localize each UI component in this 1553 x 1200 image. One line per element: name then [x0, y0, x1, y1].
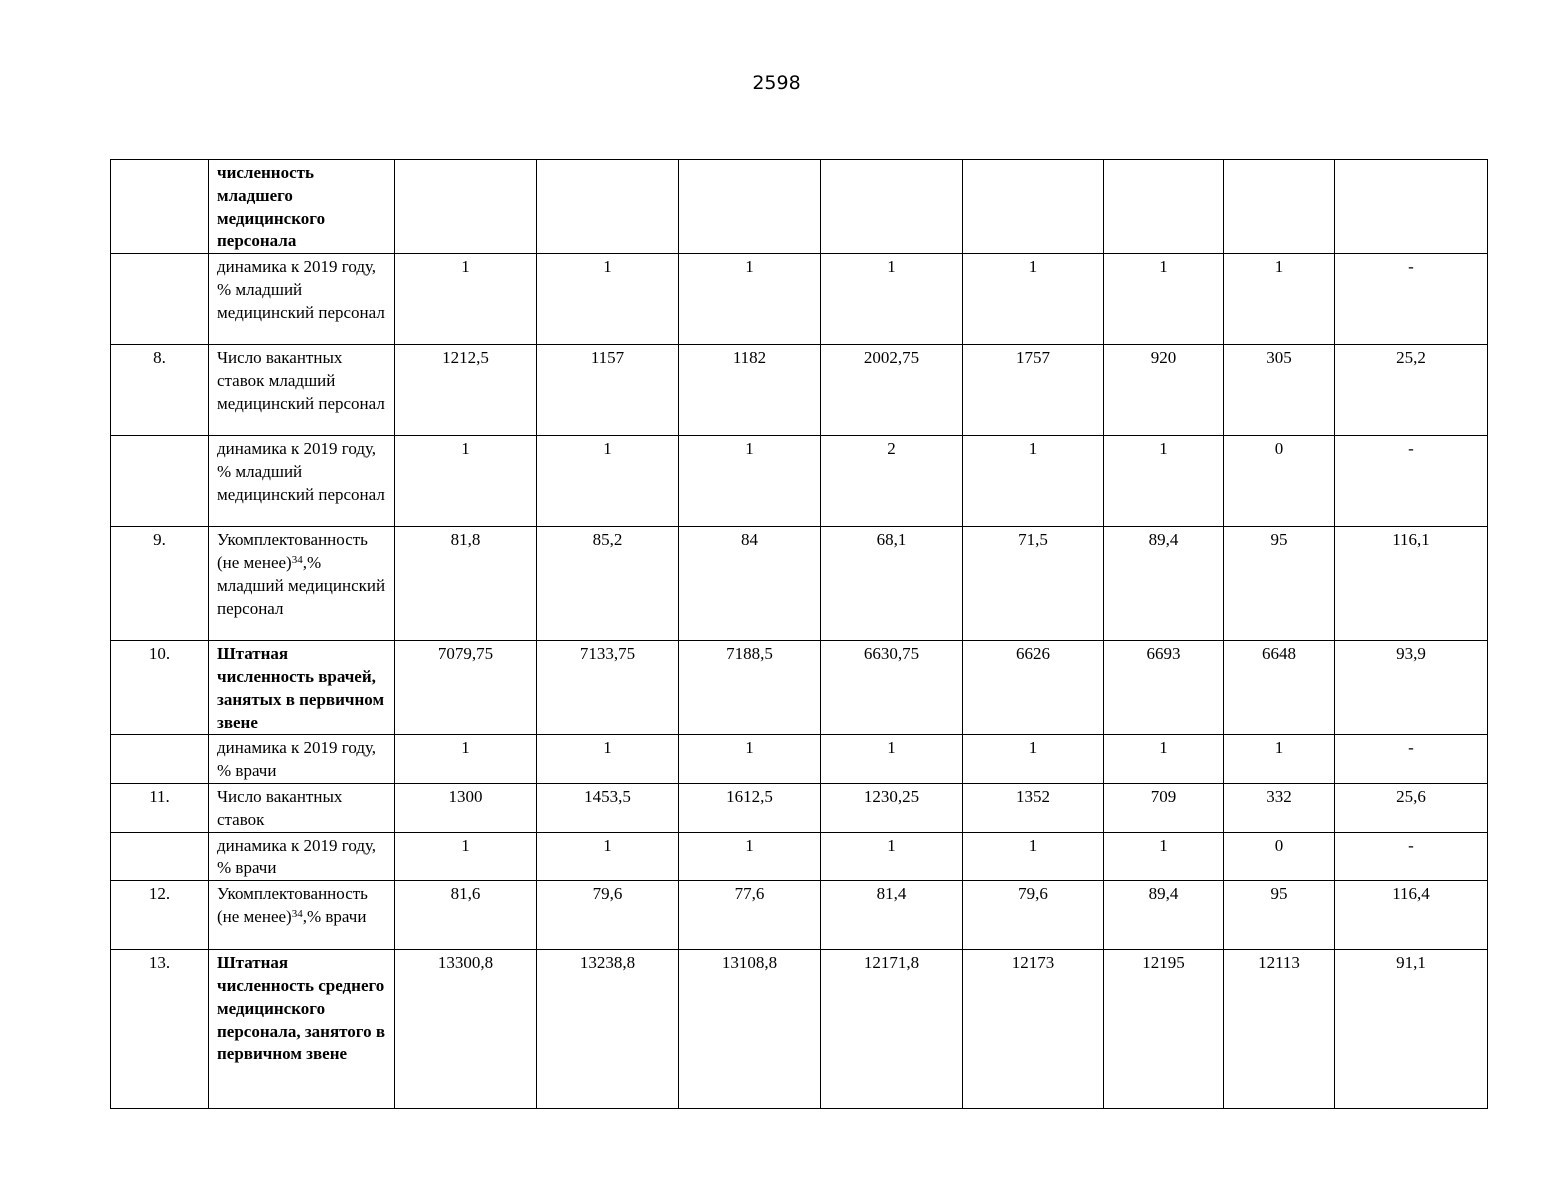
cell-value: 0: [1224, 832, 1335, 881]
row-label: Число вакантных ставок младший медицинский персонал: [209, 345, 395, 436]
cell-value: 79,6: [963, 881, 1104, 950]
cell-value: 13300,8: [395, 950, 537, 1109]
cell-value: 1: [963, 832, 1104, 881]
cell-value: -: [1335, 735, 1488, 784]
page-number: 2598: [752, 72, 801, 94]
row-number: [111, 436, 209, 527]
cell-value: [1224, 160, 1335, 254]
label-text: ,% младший медицинский персонал: [217, 552, 386, 618]
cell-value: 1: [1104, 832, 1224, 881]
cell-value: 305: [1224, 345, 1335, 436]
row-number: [111, 254, 209, 345]
cell-value: 920: [1104, 345, 1224, 436]
cell-value: 95: [1224, 881, 1335, 950]
cell-value: 1: [679, 254, 821, 345]
row-number: 9.: [111, 527, 209, 641]
row-number: 12.: [111, 881, 209, 950]
row-number: 11.: [111, 783, 209, 832]
row-number: 8.: [111, 345, 209, 436]
cell-value: 332: [1224, 783, 1335, 832]
cell-value: 12173: [963, 950, 1104, 1109]
row-label: численность младшего медицинского персонала: [209, 160, 395, 254]
cell-value: [395, 160, 537, 254]
cell-value: 6626: [963, 641, 1104, 735]
cell-value: 1: [395, 254, 537, 345]
row-label: динамика к 2019 году, % врачи: [209, 735, 395, 784]
cell-value: 1: [679, 832, 821, 881]
cell-value: 1: [963, 436, 1104, 527]
cell-value: 6630,75: [821, 641, 963, 735]
cell-value: 1: [395, 735, 537, 784]
row-label: динамика к 2019 году, % врачи: [209, 832, 395, 881]
row-number: [111, 160, 209, 254]
cell-value: 1182: [679, 345, 821, 436]
cell-value: 116,4: [1335, 881, 1488, 950]
cell-value: -: [1335, 832, 1488, 881]
row-number: [111, 735, 209, 784]
cell-value: 12195: [1104, 950, 1224, 1109]
cell-value: [1335, 160, 1488, 254]
cell-value: 1: [537, 254, 679, 345]
row-number: 13.: [111, 950, 209, 1109]
cell-value: 6648: [1224, 641, 1335, 735]
cell-value: 81,6: [395, 881, 537, 950]
table-row: [111, 254, 1488, 345]
cell-value: 1453,5: [537, 783, 679, 832]
cell-value: 7079,75: [395, 641, 537, 735]
cell-value: 1: [1104, 254, 1224, 345]
table-row: [111, 832, 1488, 881]
cell-value: 89,4: [1104, 881, 1224, 950]
row-label: Штатная численность среднего медицинского персонала, занятого в первичном звене: [209, 950, 395, 1109]
table-row: [111, 950, 1488, 1109]
cell-value: 13108,8: [679, 950, 821, 1109]
cell-value: 85,2: [537, 527, 679, 641]
cell-value: 1352: [963, 783, 1104, 832]
cell-value: 6693: [1104, 641, 1224, 735]
cell-value: 1212,5: [395, 345, 537, 436]
cell-value: 0: [1224, 436, 1335, 527]
footnote-ref: 34: [291, 907, 303, 920]
cell-value: 1: [1104, 436, 1224, 527]
cell-value: [679, 160, 821, 254]
row-label: [209, 527, 395, 641]
cell-value: 7188,5: [679, 641, 821, 735]
table-row: [111, 160, 1488, 254]
cell-value: 95: [1224, 527, 1335, 641]
cell-value: 68,1: [821, 527, 963, 641]
label-text: Укомплектованность (не менее): [217, 530, 368, 572]
table-row: [111, 783, 1488, 832]
row-label: динамика к 2019 году, % младший медицинский персонал: [209, 436, 395, 527]
cell-value: 1: [395, 832, 537, 881]
cell-value: 84: [679, 527, 821, 641]
cell-value: 1: [537, 832, 679, 881]
cell-value: 13238,8: [537, 950, 679, 1109]
cell-value: 2: [821, 436, 963, 527]
cell-value: 1: [679, 436, 821, 527]
cell-value: 1: [537, 735, 679, 784]
cell-value: 1: [395, 436, 537, 527]
cell-value: 91,1: [1335, 950, 1488, 1109]
cell-value: 79,6: [537, 881, 679, 950]
cell-value: 25,2: [1335, 345, 1488, 436]
cell-value: [963, 160, 1104, 254]
cell-value: 77,6: [679, 881, 821, 950]
cell-value: -: [1335, 254, 1488, 345]
cell-value: 93,9: [1335, 641, 1488, 735]
cell-value: 2002,75: [821, 345, 963, 436]
footnote-ref: 34: [291, 553, 303, 566]
cell-value: 1: [1224, 254, 1335, 345]
cell-value: 709: [1104, 783, 1224, 832]
cell-value: 1: [821, 832, 963, 881]
cell-value: [537, 160, 679, 254]
cell-value: 1: [963, 254, 1104, 345]
cell-value: 12113: [1224, 950, 1335, 1109]
cell-value: 1: [1224, 735, 1335, 784]
label-text: Укомплектованность (не менее): [217, 884, 368, 926]
cell-value: 1: [679, 735, 821, 784]
cell-value: 1230,25: [821, 783, 963, 832]
table-row: [111, 641, 1488, 735]
cell-value: 89,4: [1104, 527, 1224, 641]
cell-value: 1: [1104, 735, 1224, 784]
cell-value: 116,1: [1335, 527, 1488, 641]
cell-value: -: [1335, 436, 1488, 527]
row-number: [111, 832, 209, 881]
cell-value: 71,5: [963, 527, 1104, 641]
cell-value: 1612,5: [679, 783, 821, 832]
row-label: динамика к 2019 году, % младший медицинский персонал: [209, 254, 395, 345]
data-table: [110, 159, 1488, 1109]
cell-value: 7133,75: [537, 641, 679, 735]
cell-value: 1757: [963, 345, 1104, 436]
table-row: [111, 345, 1488, 436]
table-row: [111, 881, 1488, 950]
table-row: [111, 527, 1488, 641]
cell-value: 1157: [537, 345, 679, 436]
cell-value: 1300: [395, 783, 537, 832]
row-label: Штатная численность врачей, занятых в первичном звене: [209, 641, 395, 735]
label-text: ,% врачи: [302, 906, 367, 926]
cell-value: 12171,8: [821, 950, 963, 1109]
table-row: [111, 735, 1488, 784]
cell-value: 1: [963, 735, 1104, 784]
row-number: 10.: [111, 641, 209, 735]
row-label: Число вакантных ставок: [209, 783, 395, 832]
cell-value: 81,8: [395, 527, 537, 641]
cell-value: 81,4: [821, 881, 963, 950]
cell-value: [1104, 160, 1224, 254]
row-label: [209, 881, 395, 950]
cell-value: [821, 160, 963, 254]
cell-value: 25,6: [1335, 783, 1488, 832]
cell-value: 1: [537, 436, 679, 527]
cell-value: 1: [821, 254, 963, 345]
table-row: [111, 436, 1488, 527]
cell-value: 1: [821, 735, 963, 784]
